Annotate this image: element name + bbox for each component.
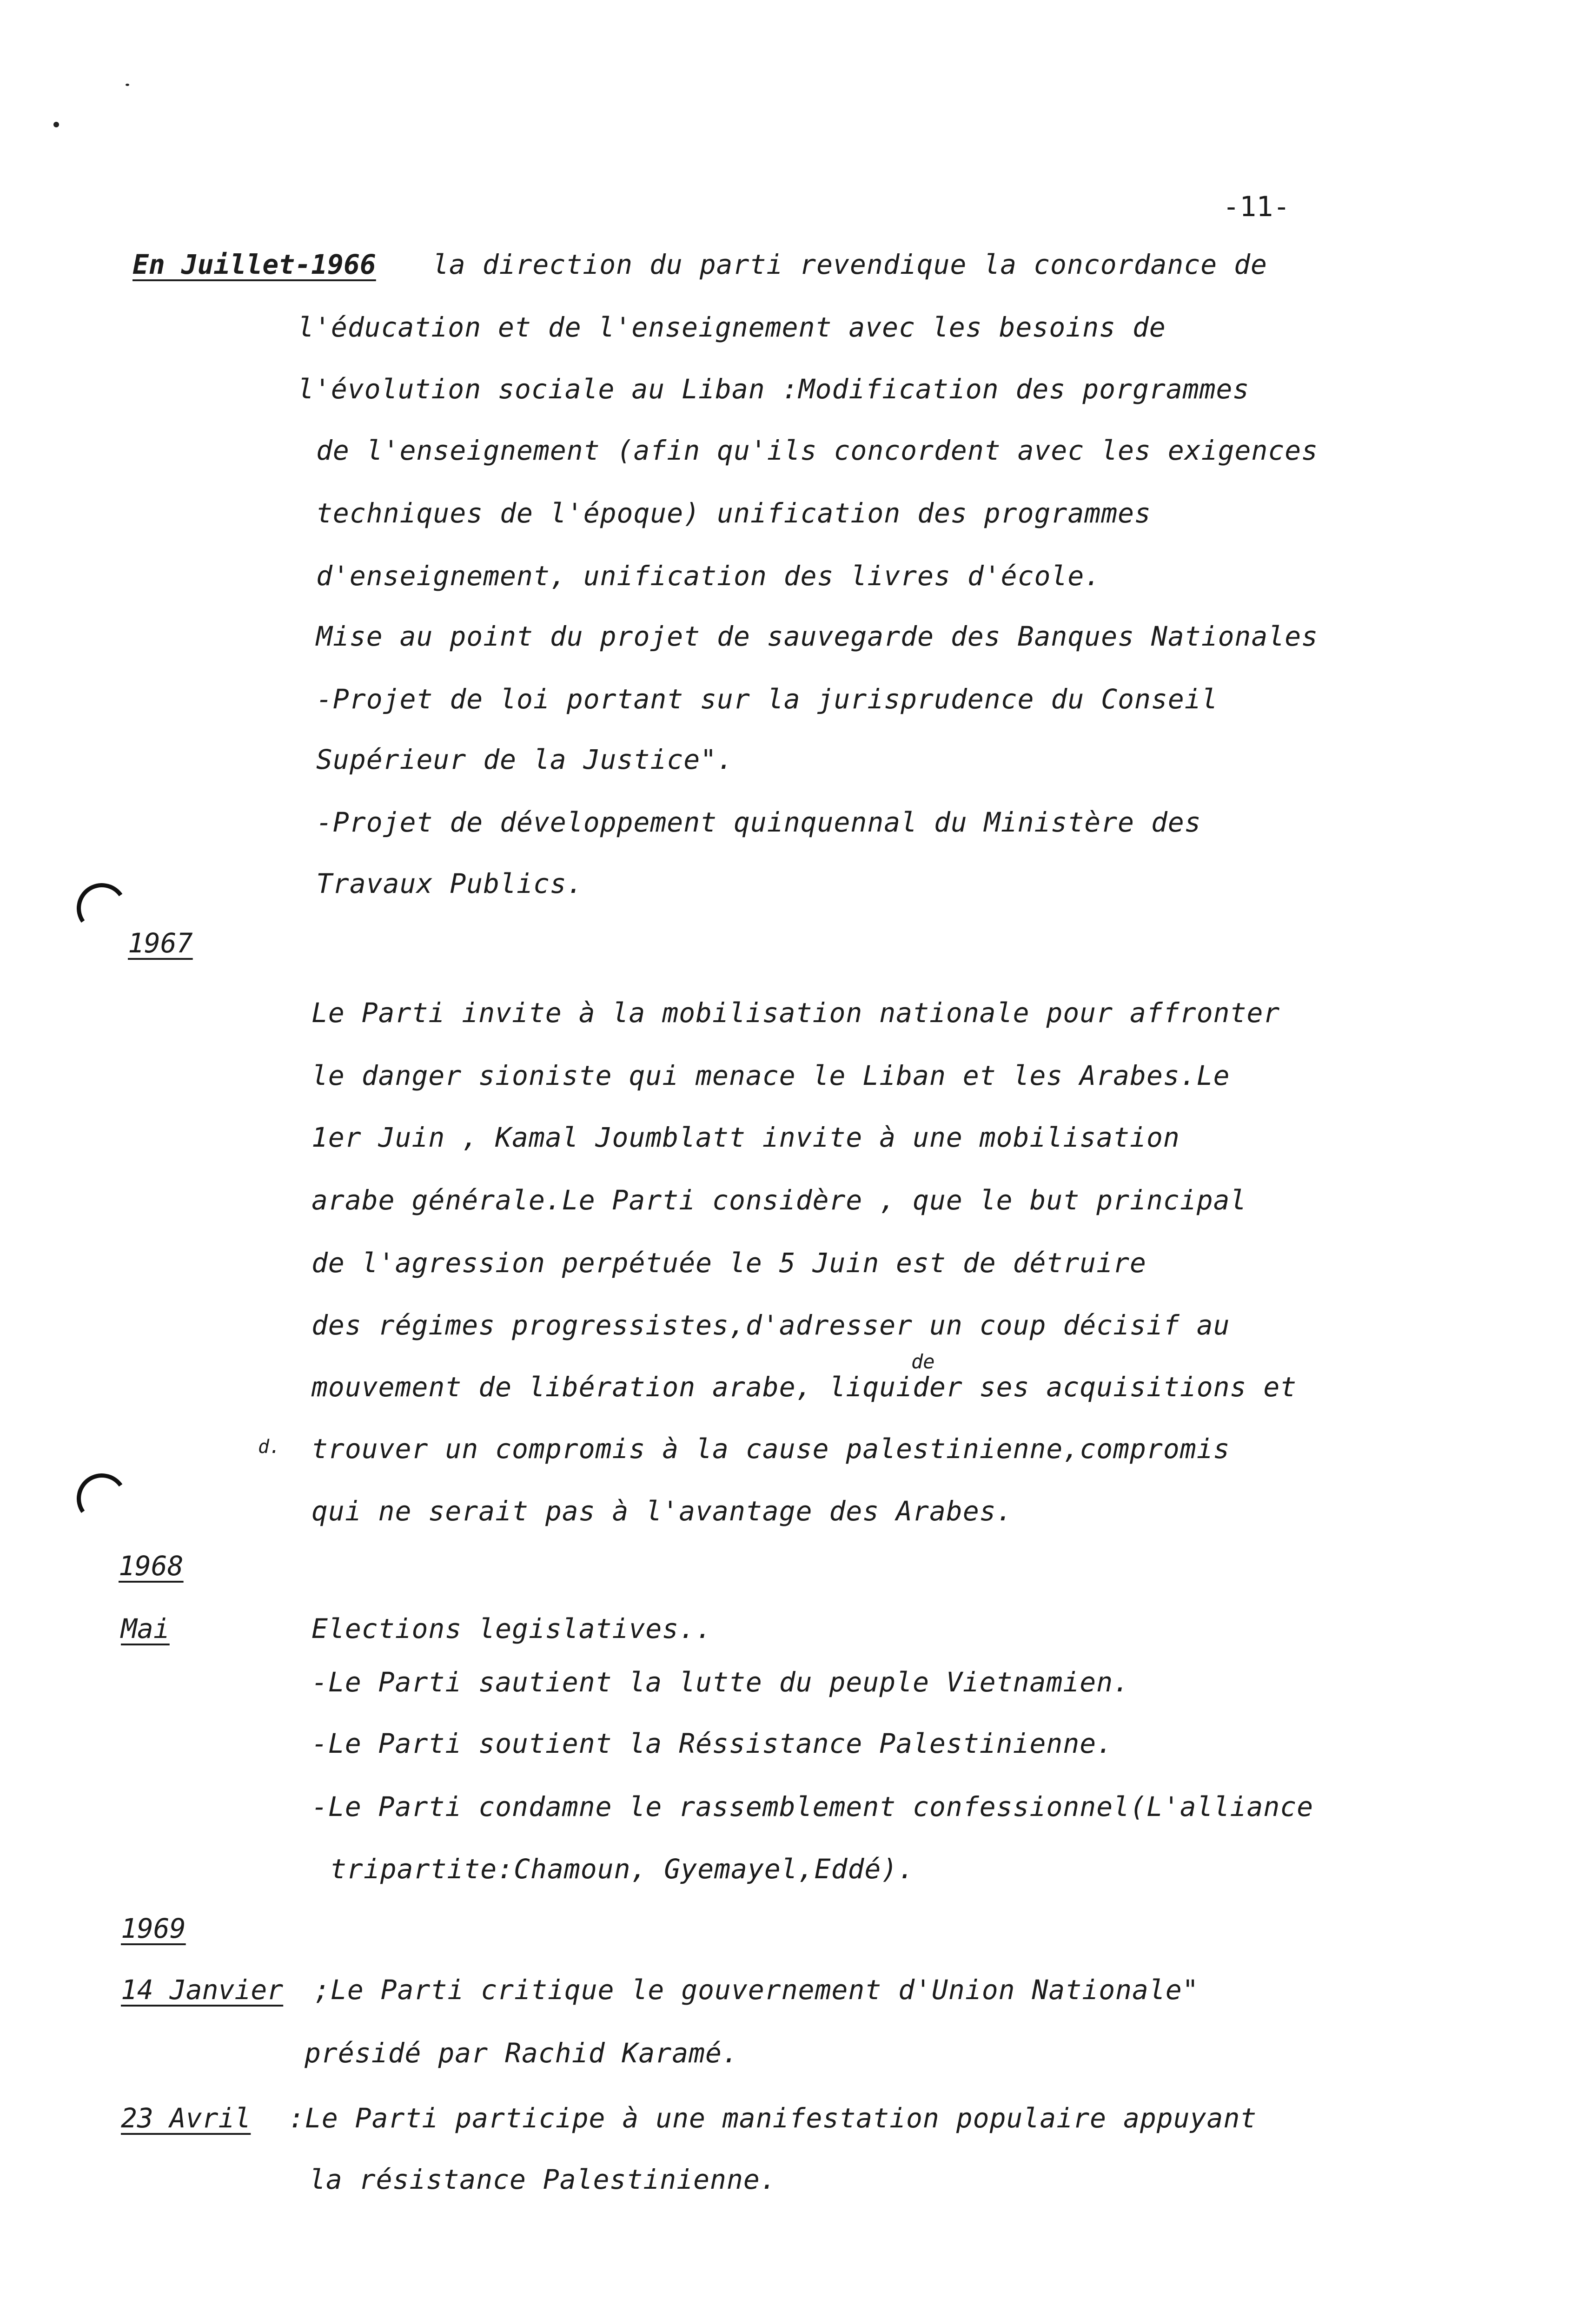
text-line: Travaux Publics. [316, 868, 583, 899]
text-line: présidé par Rachid Karamé. [305, 2037, 739, 2069]
handwritten-margin-mark [73, 1469, 131, 1527]
text-line: -Le Parti sautient la lutte du peuple Vietnamien. [311, 1666, 1130, 1698]
year-label-1968: 1968 [119, 1550, 184, 1582]
month-label-mai: Mai [121, 1613, 170, 1644]
text-line: mouvement de libération arabe, liquider ses acquisitions et [311, 1371, 1297, 1403]
text-line: de l'enseignement (afin qu'ils concordent avec les exigences [316, 435, 1319, 466]
page-number: -11- [1223, 191, 1290, 223]
text-line: -Projet de loi portant sur la jurisprudence du Conseil [316, 683, 1218, 715]
date-label-1966: En Juillet-1966 [133, 249, 376, 280]
text-line: ;Le Parti critique le gouvernement d'Union Nationale" [314, 1974, 1199, 2006]
text-line: Elections legislatives.. [311, 1613, 713, 1644]
text-line: Mise au point du projet de sauvegarde des Banques Nationales [316, 621, 1319, 652]
text-line: :Le Parti participe à une manifestation populaire appuyant [288, 2102, 1257, 2134]
year-label-1969: 1969 [121, 1913, 186, 1944]
text-line: techniques de l'époque) unification des programmes [316, 497, 1151, 529]
date-label-23-avril: 23 Avril [121, 2102, 251, 2134]
text-line: -Le Parti soutient la Réssistance Palestinienne. [311, 1728, 1113, 1759]
text-line: -Le Parti condamne le rassemblement confessionnel(L'alliance [311, 1791, 1314, 1822]
text-line: trouver un compromis à la cause palestinienne,compromis [311, 1433, 1230, 1465]
text-line: l'évolution sociale au Liban :Modification des porgrammes [298, 373, 1250, 405]
year-label-1967: 1967 [128, 927, 193, 959]
ink-speck [126, 84, 129, 86]
text-line: arabe générale.Le Parti considère , que le but principal [311, 1184, 1247, 1216]
handwritten-insertion: de [911, 1350, 935, 1373]
text-line: le danger sioniste qui menace le Liban et les Arabes.Le [311, 1060, 1230, 1091]
handwritten-margin-mark [73, 879, 131, 937]
text-line: Le Parti invite à la mobilisation nationale pour affronter [311, 997, 1280, 1029]
text-line: 1er Juin , Kamal Joumblatt invite à une mobilisation [311, 1122, 1180, 1153]
text-line: de l'agression perpétuée le 5 Juin est de détruire [311, 1247, 1146, 1279]
text-line: la direction du parti revendique la concordance de [432, 249, 1267, 280]
ink-speck [53, 122, 59, 127]
text-line: l'éducation et de l'enseignement avec les besoins de [298, 311, 1166, 343]
text-line: des régimes progressistes,d'adresser un coup décisif au [311, 1309, 1230, 1341]
text-line: la résistance Palestinienne. [309, 2164, 777, 2195]
text-line: qui ne serait pas à l'avantage des Arabes. [311, 1495, 1013, 1527]
text-line: d'enseignement, unification des livres d'école. [316, 560, 1101, 592]
text-line: tripartite:Chamoun, Gyemayel,Eddé). [330, 1853, 915, 1885]
stray-mark: d. [258, 1436, 281, 1458]
date-label-14-janvier: 14 Janvier [121, 1974, 284, 2006]
text-line: Supérieur de la Justice". [316, 744, 734, 775]
text-line: -Projet de développement quinquennal du Ministère des [316, 806, 1201, 838]
